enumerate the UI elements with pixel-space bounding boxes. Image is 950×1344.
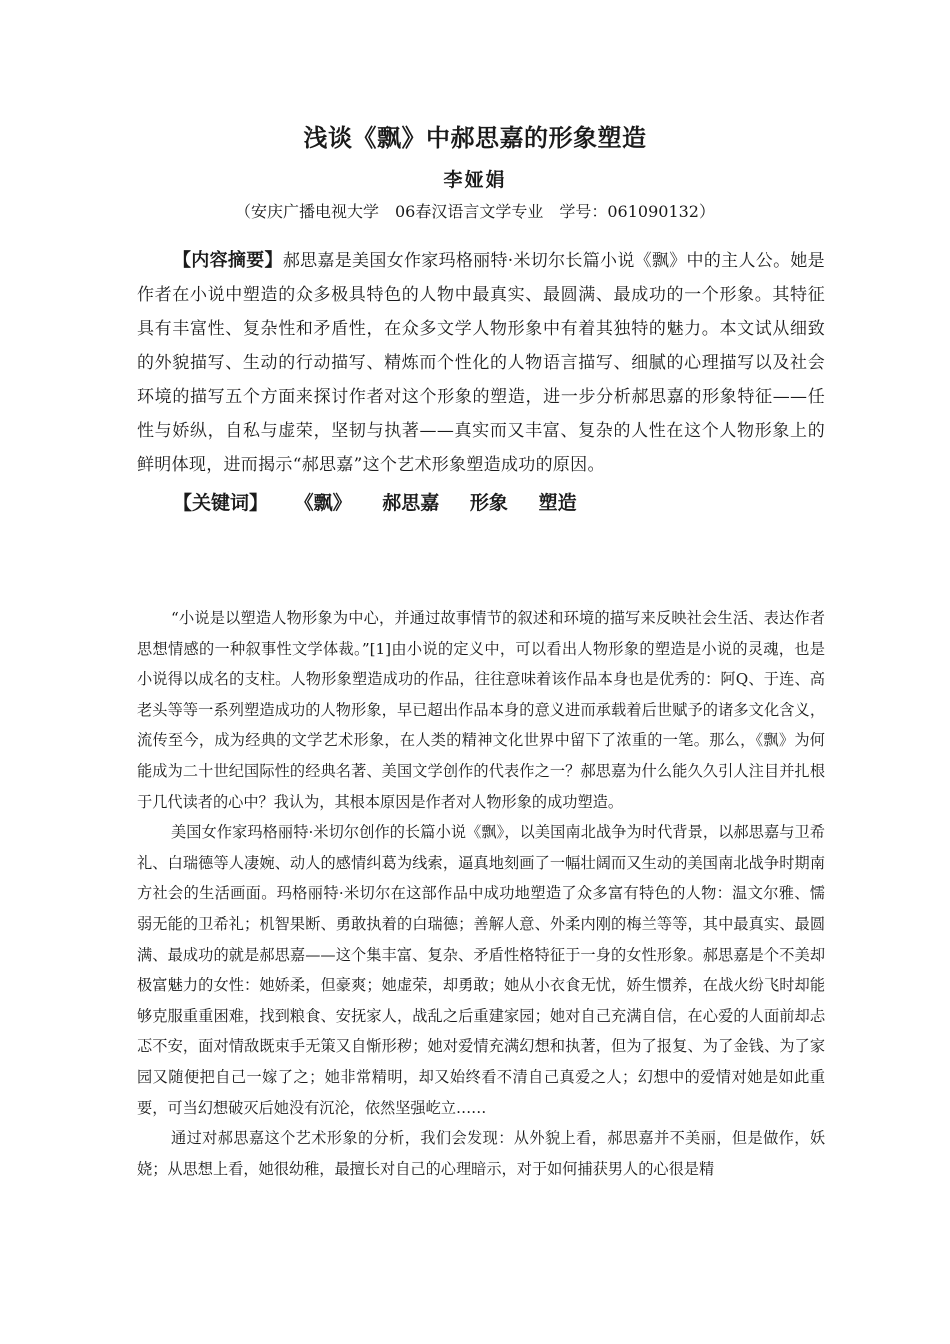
body-text [137,603,825,1184]
keyword-item: 郝思嘉 [382,492,440,514]
abstract-label: 【内容摘要】 [173,250,283,271]
body-paragraph: “小说是以塑造人物形象为中心，并通过故事情节的叙述和环境的描写来反映社会生活、表达作者思想情感的一种叙事性文学体裁。”[1]由小说的定义中，可以看出人物形象的塑造是小说的灵魂，也是小说得以成名的支柱。人物形象塑造成功的作品，往往意味着该作品本身也是优秀的：阿Q、于连、高老头等等一系列塑造成功的人物形象，早已超出作品本身的意义进而承载着后世赋予的诸多文化含义，流传至今，成为经典的文学艺术形象，在人类的精神文化世界中留下了浓重的一笔。那么，《飘》为何能成为二十世纪国际性的经典名著、美国文学创作的代表作之一？郝思嘉为什么能久久引人注目并扎根于几代读者的心中？我认为，其根本原因是作者对人物形象的成功塑造。 [137,609,825,811]
keywords-label: 【关键词】 [173,492,269,514]
keyword-item: 《飘》 [294,492,352,514]
keywords-section [173,488,601,518]
body-paragraph: 美国女作家玛格丽特·米切尔创作的长篇小说《飘》，以美国南北战争为时代背景，以郝思嘉与卫希礼、白瑞德等人凄婉、动人的感情纠葛为线索，逼真地刻画了一幅壮阔而又生动的美国南北战争时期南方社会的生活画面。玛格丽特·米切尔在这部作品中成功地塑造了众多富有特色的人物：温文尔雅、懦弱无能的卫希礼；机智果断、勇敢执着的白瑞德；善解人意、外柔内刚的梅兰等等，其中最真实、最圆满、最成功的就是郝思嘉——这个集丰富、复杂、矛盾性格特征于一身的女性形象。郝思嘉是个不美却极富魅力的女性：她娇柔，但豪爽；她虚荣，却勇敢；她从小衣食无忧，娇生惯养，在战火纷飞时却能够克服重重困难，找到粮食、安抚家人，战乱之后重建家园；她对自己充满自信，在心爱的人面前却忐忑不安，面对情敌既束手无策又自惭形秽；她对爱情充满幻想和执著，但为了报复、为了金钱、为了家园又随便把自己一嫁了之；她非常精明，却又始终看不清自己真爱之人；幻想中的爱情对她是如此重要，可当幻想破灭后她没有沉沦，依然坚强屹立…… [137,823,825,1117]
author-affiliation: （安庆广播电视大学 06春汉语言文学专业 学号：061090132） [235,202,715,221]
keyword-item: 形象 [469,492,508,514]
author-name: 李娅娟 [443,169,507,191]
keyword-item: 塑造 [538,492,577,514]
abstract-text: 郝思嘉是美国女作家玛格丽特·米切尔长篇小说《飘》中的主人公。她是作者在小说中塑造的众多极具特色的人物中最真实、最圆满、最成功的一个形象。其特征具有丰富性、复杂性和矛盾性，在众多文学人物形象中有着其独特的魅力。本文试从细致的外貌描写、生动的行动描写、精炼而个性化的人物语言描写、细腻的心理描写以及社会环境的描写五个方面来探讨作者对这个形象的塑造，进一步分析郝思嘉的形象特征——任性与娇纵，自私与虚荣，坚韧与执著——真实而又丰富、复杂的人性在这个人物形象上的鲜明体现，进而揭示“郝思嘉”这个艺术形象塑造成功的原因。 [137,251,825,475]
body-paragraph: 通过对郝思嘉这个艺术形象的分析，我们会发现：从外貌上看，郝思嘉并不美丽，但是做作，妖娆；从思想上看，她很幼稚，最擅长对自己的心理暗示，对于如何捕获男人的心很是精 [137,1129,825,1178]
abstract-section [137,244,825,482]
paper-title: 浅谈《飘》中郝思嘉的形象塑造 [303,124,647,152]
